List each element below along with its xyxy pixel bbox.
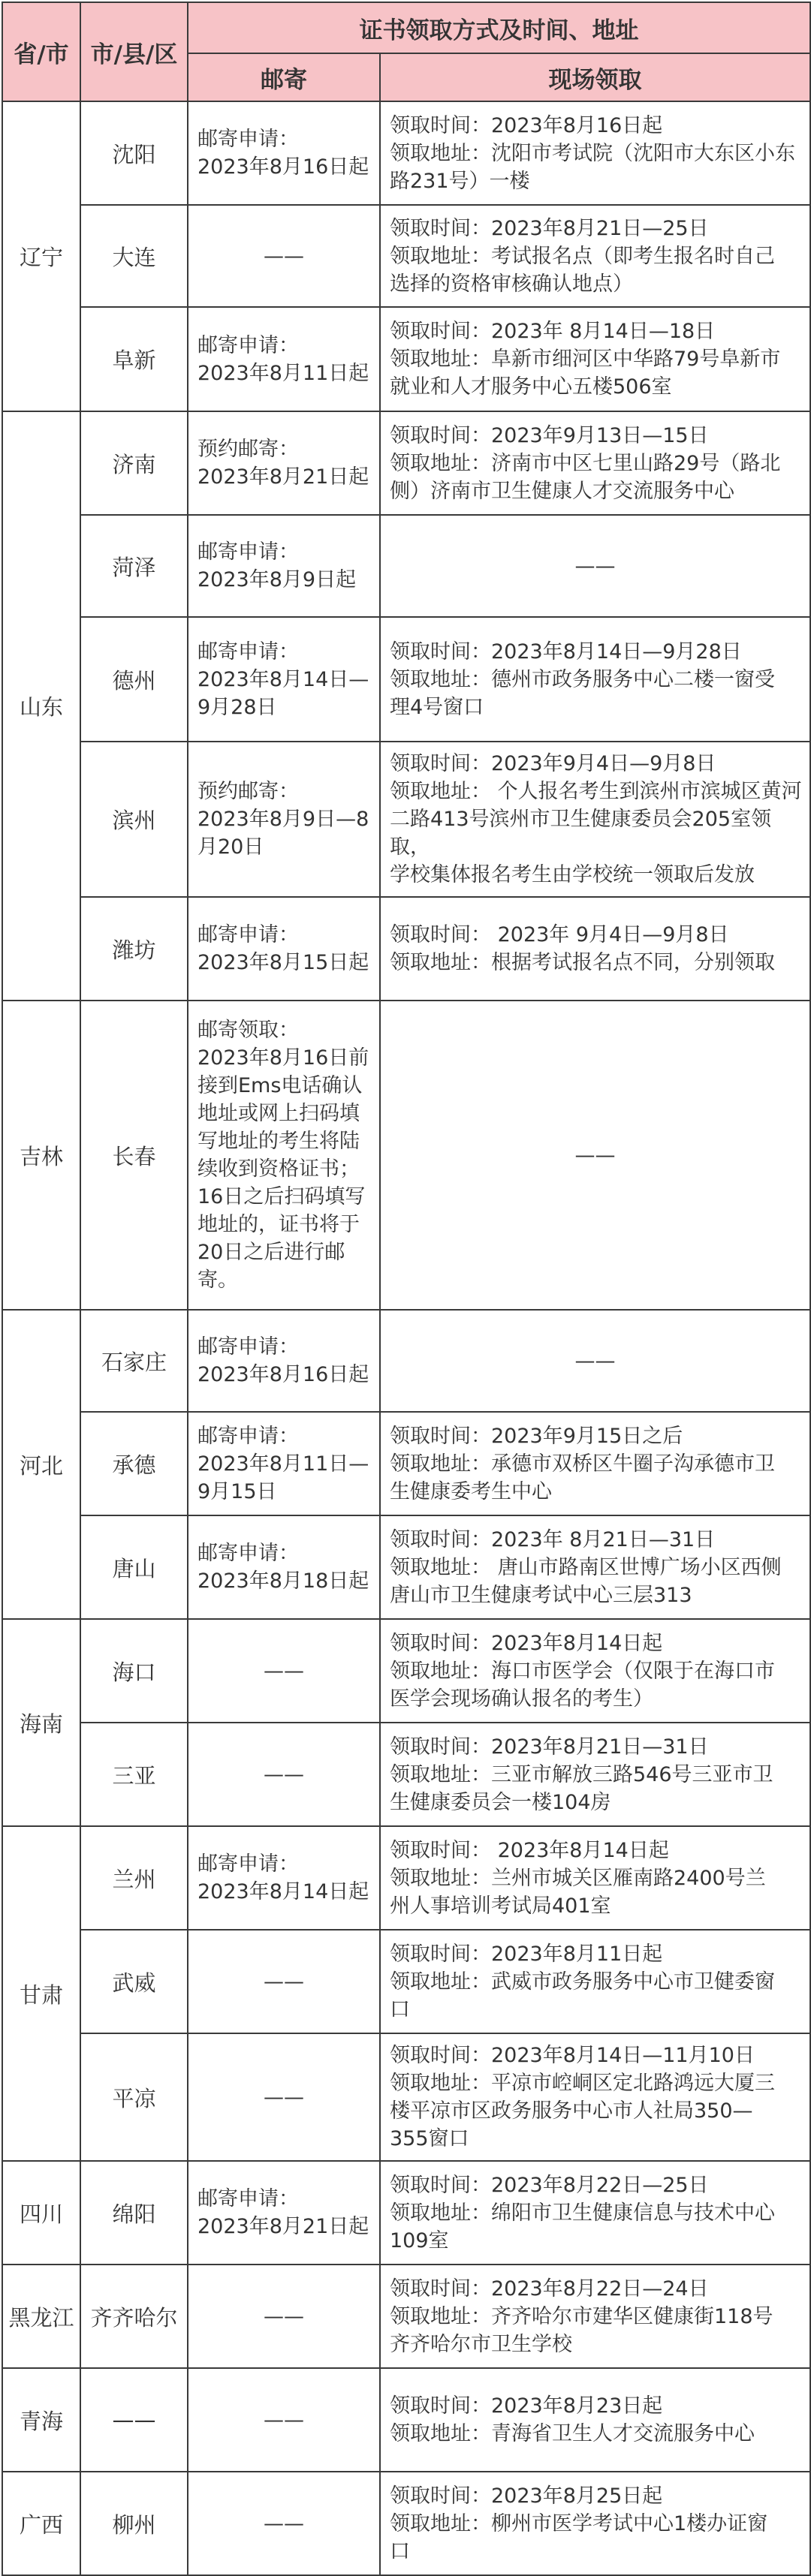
mail-empty-cell: —— [188,205,380,307]
site-text-line: 口 [390,1997,410,2021]
site-text-line: 领取时间：2023年8月11日起 [390,1942,663,1966]
city-cell: 兰州 [80,1826,188,1930]
mail-cell [188,617,380,742]
site-text-line: 领取时间：2023年9月15日之后 [390,1424,683,1448]
certificate-pickup-table [2,2,811,2576]
site-cell [380,897,810,1001]
table-row [2,897,810,1001]
site-text-line: 理4号窗口 [390,695,484,719]
mail-text-line: 16日之后扫码填写 [197,1185,366,1208]
mail-empty-cell: —— [188,2472,380,2575]
site-cell [380,1412,810,1515]
site-text-line: 109室 [390,2228,449,2252]
site-text-line: 州人事培训考试局401室 [390,1894,611,1918]
site-text-line: 就业和人才服务中心五楼506室 [390,375,672,399]
site-text-line: 领取地址：兰州市城关区雁南路2400号兰 [390,1866,766,1890]
mail-text-line: 9月28日 [197,695,277,719]
mail-text-line: 续收到资格证书； [197,1157,360,1181]
table-row [2,1001,810,1310]
table-row [2,1412,810,1515]
site-text-line: 领取地址：三亚市解放三路546号三亚市卫 [390,1762,773,1786]
province-cell: 辽宁 [2,101,80,411]
site-text-line: 领取时间：2023年9月4日—9月8日 [390,752,716,775]
header-mail: 邮寄 [188,53,380,101]
mail-empty-cell: —— [188,1723,380,1826]
mail-cell [188,897,380,1001]
city-cell: 武威 [80,1930,188,2033]
site-text-line: 齐齐哈尔市卫生学校 [390,2332,572,2356]
province-cell: 广西 [2,2472,80,2575]
table-row [2,101,810,205]
mail-text-line: 邮寄领取： [197,1019,299,1042]
site-text-line: 领取时间：2023年8月25日起 [390,2484,663,2508]
province-cell: 吉林 [2,1001,80,1310]
site-text-line: 领取地址：承德市双桥区牛圈子沟承德市卫 [390,1452,775,1476]
site-text-line: 领取地址： 个人报名考生到滨州市滨城区黄河 [390,780,802,803]
mail-text-line: 邮寄申请： [197,1424,299,1448]
site-text-line: 领取地址：绵阳市卫生健康信息与技术中心 [390,2201,775,2225]
site-empty-cell: —— [380,1001,810,1310]
site-text-line: 二路413号滨州市卫生健康委员会205室领取， [390,808,772,859]
mail-text-line: 接到Ems电话确认 [197,1074,363,1097]
mail-text-line: 邮寄申请： [197,639,299,664]
site-text-line: 路231号）一楼 [390,169,530,193]
site-text-line: 领取时间：2023年8月22日—25日 [390,2173,709,2197]
site-text-line: 领取时间：2023年8月14日—9月28日 [390,639,742,664]
table-row [2,617,810,742]
site-cell [380,617,810,742]
site-text-line: 领取时间： 2023年 9月4日—9月8日 [390,923,729,946]
site-text-line: 唐山市卫生健康考试中心三层313 [390,1583,692,1607]
mail-text-line: 邮寄申请： [197,1335,299,1359]
table-row [2,1310,810,1412]
site-text-line: 楼平凉市区政务服务中心市人社局350— [390,2099,753,2123]
table-row [2,2033,810,2161]
city-cell: 绵阳 [80,2161,188,2265]
city-cell: 沈阳 [80,101,188,205]
mail-text-line: 2023年8月21日起 [197,465,369,489]
mail-text-line: 2023年8月9日—8 [197,808,369,831]
mail-empty-cell: —— [188,2265,380,2368]
mail-text-line: 2023年8月11日— [197,1452,369,1476]
table-row [2,742,810,897]
site-text-line: 学校集体报名考生由学校统一领取后发放 [390,863,755,886]
mail-text-line: 9月15日 [197,1479,277,1503]
mail-cell [188,1412,380,1515]
table-row [2,1619,810,1723]
site-text-line: 生健康委考生中心 [390,1479,552,1503]
mail-empty-cell: —— [188,2368,380,2472]
mail-text-line: 邮寄申请： [197,1542,299,1565]
table-row [2,1515,810,1619]
site-text-line: 领取地址：青海省卫生人才交流服务中心 [390,2422,755,2445]
mail-empty-cell: —— [188,1930,380,2033]
table-row [2,2472,810,2575]
city-cell: —— [80,2368,188,2472]
mail-cell [188,307,380,411]
city-cell: 平凉 [80,2033,188,2161]
site-cell [380,1619,810,1723]
city-cell: 阜新 [80,307,188,411]
header-city: 市/县/区 [80,2,188,101]
site-text-line: 领取时间：2023年9月13日—15日 [390,423,709,447]
mail-text-line: 预约邮寄： [197,438,299,461]
site-cell [380,101,810,205]
city-cell: 柳州 [80,2472,188,2575]
mail-cell [188,2161,380,2265]
table-row [2,2265,810,2368]
header-province: 省/市 [2,2,80,101]
mail-text-line: 2023年8月11日起 [197,361,369,385]
mail-text-line: 2023年8月18日起 [197,1569,369,1593]
mail-text-line: 邮寄申请： [197,923,299,946]
site-text-line: 选择的资格审核确认地点） [390,272,633,296]
site-text-line: 领取地址：武威市政务服务中心市卫健委窗 [390,1970,775,1994]
table-row [2,307,810,411]
province-cell: 黑龙江 [2,2265,80,2368]
site-text-line: 口 [390,2539,410,2563]
province-cell: 四川 [2,2161,80,2265]
city-cell: 滨州 [80,742,188,897]
mail-text-line: 预约邮寄： [197,780,299,803]
mail-text-line: 地址的，证书将于 [197,1213,360,1236]
site-cell [380,742,810,897]
mail-text-line: 2023年8月16日起 [197,155,369,179]
city-cell: 齐齐哈尔 [80,2265,188,2368]
site-text-line: 领取时间：2023年8月22日—24日 [390,2277,709,2301]
mail-text-line: 2023年8月9日起 [197,568,357,591]
site-cell [380,1826,810,1930]
province-cell: 山东 [2,411,80,1001]
site-text-line: 领取时间：2023年8月16日起 [390,113,663,137]
province-cell: 海南 [2,1619,80,1826]
site-text-line: 生健康委员会一楼104房 [390,1790,611,1814]
table-row [2,515,810,617]
city-cell: 长春 [80,1001,188,1310]
site-cell [380,205,810,307]
site-text-line: 医学会现场确认报名的考生） [390,1687,653,1711]
mail-text-line: 邮寄申请： [197,333,299,357]
mail-text-line: 2023年8月14日起 [197,1880,369,1903]
site-text-line: 领取地址：柳州市医学考试中心1楼办证窗 [390,2511,768,2535]
city-cell: 大连 [80,205,188,307]
province-cell: 甘肃 [2,1826,80,2161]
mail-cell [188,1515,380,1619]
mail-text-line: 邮寄申请： [197,2187,299,2210]
mail-text-line: 邮寄申请： [197,540,299,564]
mail-empty-cell: —— [188,2033,380,2161]
site-empty-cell: —— [380,1310,810,1412]
mail-text-line: 邮寄申请： [197,128,299,151]
mail-text-line: 2023年8月16日起 [197,1363,369,1386]
site-text-line: 领取地址： 唐山市路南区世博广场小区西侧 [390,1555,782,1579]
city-cell: 三亚 [80,1723,188,1826]
city-cell: 石家庄 [80,1310,188,1412]
site-cell [380,1515,810,1619]
site-text-line: 领取时间： 2023年8月14日起 [390,1838,669,1862]
site-empty-cell: —— [380,515,810,617]
mail-text-line: 2023年8月21日起 [197,2215,369,2238]
site-text-line: 领取地址：阜新市细河区中华路79号阜新市 [390,348,781,371]
table-row [2,1723,810,1826]
site-text-line: 领取时间：2023年8月21日—25日 [390,216,709,240]
site-text-line: 领取地址：济南市中区七里山路29号（路北 [390,451,781,475]
site-cell [380,1723,810,1826]
header-group: 证书领取方式及时间、地址 [188,2,810,53]
mail-cell [188,1310,380,1412]
province-cell: 青海 [2,2368,80,2472]
city-cell: 唐山 [80,1515,188,1619]
site-cell [380,2368,810,2472]
mail-text-line: 地址或网上扫码填 [197,1102,360,1125]
mail-text-line: 20日之后进行邮寄。 [197,1241,345,1292]
site-text-line: 领取时间：2023年8月14日—11月10日 [390,2044,755,2067]
mail-empty-cell: —— [188,1619,380,1723]
table-row [2,1930,810,2033]
site-text-line: 侧）济南市卫生健康人才交流服务中心 [390,479,734,503]
table-row [2,205,810,307]
city-cell: 潍坊 [80,897,188,1001]
site-text-line: 领取时间：2023年8月14日起 [390,1631,663,1655]
header-site: 现场领取 [380,53,810,101]
site-text-line: 领取时间：2023年8月23日起 [390,2394,663,2418]
site-text-line: 领取地址：沈阳市考试院（沈阳市大东区小东 [390,141,795,165]
site-text-line: 领取地址：齐齐哈尔市建华区健康街118号 [390,2304,773,2328]
site-cell [380,2265,810,2368]
city-cell: 济南 [80,411,188,515]
mail-cell [188,1826,380,1930]
site-cell [380,1930,810,2033]
mail-text-line: 邮寄申请： [197,1852,299,1876]
city-cell: 菏泽 [80,515,188,617]
mail-text-line: 2023年8月14日— [197,667,369,691]
site-text-line: 领取地址：海口市医学会（仅限于在海口市 [390,1659,775,1683]
table-row [2,2161,810,2265]
site-cell [380,2161,810,2265]
table-row [2,1826,810,1930]
mail-cell [188,101,380,205]
site-text-line: 领取地址：德州市政务服务中心二楼一窗受 [390,667,775,691]
city-cell: 海口 [80,1619,188,1723]
site-text-line: 领取地址：根据考试报名点不同，分别领取 [390,951,775,974]
site-cell [380,307,810,411]
site-text-line: 领取地址：平凉市崆峒区定北路鸿远大厦三 [390,2072,775,2095]
site-cell [380,411,810,515]
mail-cell [188,515,380,617]
site-text-line: 领取时间：2023年 8月21日—31日 [390,1527,716,1551]
mail-text-line: 写地址的考生将陆 [197,1130,360,1153]
site-text-line: 355窗口 [390,2127,469,2150]
table-row [2,411,810,515]
city-cell: 承德 [80,1412,188,1515]
province-cell: 河北 [2,1310,80,1619]
table-body [2,101,810,2575]
site-text-line: 领取地址：考试报名点（即考生报名时自己 [390,244,775,268]
mail-cell [188,1001,380,1310]
mail-text-line: 月20日 [197,835,264,859]
site-text-line: 领取时间：2023年 8月14日—18日 [390,320,716,343]
mail-cell [188,742,380,897]
city-cell: 德州 [80,617,188,742]
table-row [2,2368,810,2472]
mail-text-line: 2023年8月15日起 [197,951,369,974]
site-text-line: 领取时间：2023年8月21日—31日 [390,1735,709,1759]
mail-text-line: 2023年8月16日前 [197,1046,369,1070]
site-cell [380,2472,810,2575]
mail-cell [188,411,380,515]
site-cell [380,2033,810,2161]
